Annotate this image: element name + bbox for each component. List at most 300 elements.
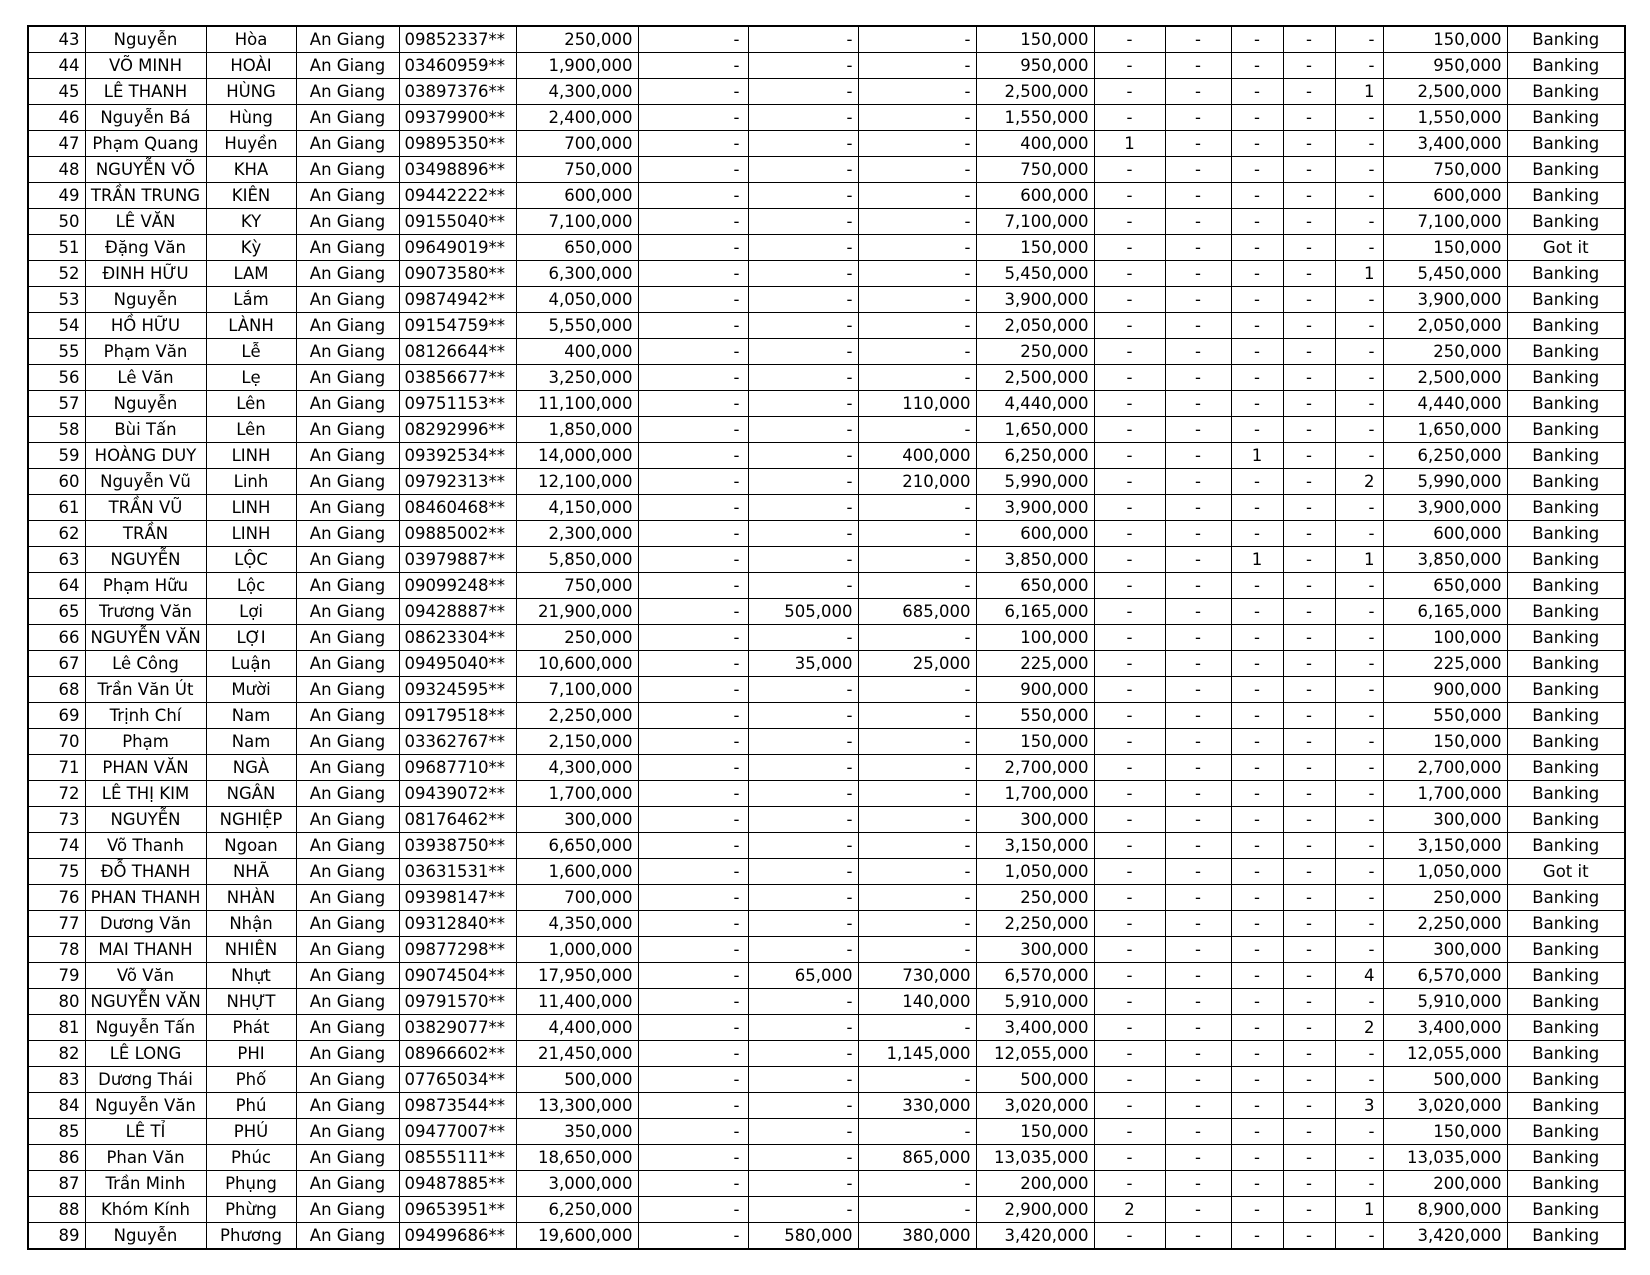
cell-count-d: - xyxy=(1283,781,1335,807)
cell-row-number: 53 xyxy=(28,287,85,313)
cell-col-b: 580,000 xyxy=(748,1223,858,1250)
cell-amount-paid: 150,000 xyxy=(976,729,1094,755)
cell-payment-method: Banking xyxy=(1507,573,1625,599)
cell-payment-method: Banking xyxy=(1507,911,1625,937)
cell-province: An Giang xyxy=(296,651,399,677)
cell-count-a: - xyxy=(1094,261,1165,287)
cell-family-name: NGUYỄN xyxy=(85,807,206,833)
cell-amount-final: 8,900,000 xyxy=(1383,1197,1507,1223)
cell-phone: 03460959** xyxy=(399,53,516,79)
cell-col-a: - xyxy=(638,989,748,1015)
cell-province: An Giang xyxy=(296,521,399,547)
cell-amount-paid: 5,910,000 xyxy=(976,989,1094,1015)
cell-amount-total: 1,850,000 xyxy=(516,417,638,443)
cell-count-c: 1 xyxy=(1231,443,1283,469)
cell-payment-method: Banking xyxy=(1507,755,1625,781)
cell-col-c: - xyxy=(858,235,976,261)
cell-count-b: - xyxy=(1165,781,1231,807)
cell-amount-total: 18,650,000 xyxy=(516,1145,638,1171)
cell-family-name: VÕ MINH xyxy=(85,53,206,79)
cell-col-b: 65,000 xyxy=(748,963,858,989)
cell-province: An Giang xyxy=(296,53,399,79)
table-row xyxy=(28,1223,1625,1250)
cell-amount-total: 21,450,000 xyxy=(516,1041,638,1067)
cell-amount-final: 250,000 xyxy=(1383,885,1507,911)
cell-amount-final: 4,440,000 xyxy=(1383,391,1507,417)
cell-province: An Giang xyxy=(296,313,399,339)
cell-col-b: - xyxy=(748,1041,858,1067)
cell-count-b: - xyxy=(1165,547,1231,573)
cell-amount-total: 500,000 xyxy=(516,1067,638,1093)
cell-payment-method: Banking xyxy=(1507,1223,1625,1250)
cell-count-c: - xyxy=(1231,79,1283,105)
cell-col-b: - xyxy=(748,677,858,703)
cell-row-number: 65 xyxy=(28,599,85,625)
cell-phone: 09751153** xyxy=(399,391,516,417)
cell-count-d: - xyxy=(1283,1223,1335,1250)
cell-family-name: Phạm xyxy=(85,729,206,755)
cell-payment-method: Banking xyxy=(1507,157,1625,183)
cell-amount-paid: 3,900,000 xyxy=(976,287,1094,313)
cell-payment-method: Banking xyxy=(1507,183,1625,209)
cell-row-number: 89 xyxy=(28,1223,85,1250)
cell-col-a: - xyxy=(638,625,748,651)
cell-family-name: LÊ LONG xyxy=(85,1041,206,1067)
cell-phone: 09791570** xyxy=(399,989,516,1015)
cell-payment-method: Banking xyxy=(1507,209,1625,235)
cell-count-c: - xyxy=(1231,105,1283,131)
cell-given-name: NHÀN xyxy=(206,885,296,911)
cell-count-c: - xyxy=(1231,339,1283,365)
cell-amount-total: 1,700,000 xyxy=(516,781,638,807)
cell-given-name: NHÃ xyxy=(206,859,296,885)
cell-family-name: NGUYỄN VÕ xyxy=(85,157,206,183)
cell-col-b: - xyxy=(748,53,858,79)
cell-payment-method: Banking xyxy=(1507,625,1625,651)
cell-phone: 08623304** xyxy=(399,625,516,651)
cell-count-c: - xyxy=(1231,365,1283,391)
cell-amount-total: 11,100,000 xyxy=(516,391,638,417)
cell-given-name: LINH xyxy=(206,521,296,547)
cell-family-name: PHAN THANH xyxy=(85,885,206,911)
spreadsheet-page xyxy=(27,25,1626,1250)
cell-col-a: - xyxy=(638,885,748,911)
cell-count-b: - xyxy=(1165,1015,1231,1041)
table-row xyxy=(28,417,1625,443)
cell-count-e: - xyxy=(1335,755,1383,781)
cell-given-name: Nam xyxy=(206,729,296,755)
cell-amount-final: 13,035,000 xyxy=(1383,1145,1507,1171)
cell-amount-paid: 500,000 xyxy=(976,1067,1094,1093)
cell-province: An Giang xyxy=(296,911,399,937)
cell-count-e: - xyxy=(1335,417,1383,443)
cell-count-b: - xyxy=(1165,53,1231,79)
cell-col-a: - xyxy=(638,209,748,235)
cell-amount-final: 150,000 xyxy=(1383,729,1507,755)
cell-given-name: Phúc xyxy=(206,1145,296,1171)
cell-count-c: - xyxy=(1231,417,1283,443)
cell-count-a: - xyxy=(1094,105,1165,131)
cell-col-a: - xyxy=(638,1119,748,1145)
cell-col-c: - xyxy=(858,417,976,443)
cell-phone: 09155040** xyxy=(399,209,516,235)
cell-payment-method: Banking xyxy=(1507,1145,1625,1171)
cell-col-b: - xyxy=(748,885,858,911)
cell-count-a: - xyxy=(1094,287,1165,313)
cell-amount-paid: 3,850,000 xyxy=(976,547,1094,573)
cell-row-number: 56 xyxy=(28,365,85,391)
cell-count-d: - xyxy=(1283,313,1335,339)
table-row xyxy=(28,989,1625,1015)
cell-col-b: - xyxy=(748,1067,858,1093)
cell-amount-paid: 4,440,000 xyxy=(976,391,1094,417)
cell-province: An Giang xyxy=(296,1145,399,1171)
cell-count-a: - xyxy=(1094,339,1165,365)
cell-province: An Giang xyxy=(296,157,399,183)
cell-row-number: 81 xyxy=(28,1015,85,1041)
cell-family-name: MAI THANH xyxy=(85,937,206,963)
cell-phone: 08460468** xyxy=(399,495,516,521)
cell-count-a: - xyxy=(1094,547,1165,573)
cell-col-b: - xyxy=(748,781,858,807)
cell-col-a: - xyxy=(638,1223,748,1250)
cell-amount-paid: 5,450,000 xyxy=(976,261,1094,287)
cell-col-c: - xyxy=(858,521,976,547)
cell-count-e: - xyxy=(1335,885,1383,911)
cell-count-d: - xyxy=(1283,677,1335,703)
cell-col-a: - xyxy=(638,339,748,365)
cell-family-name: Phạm Quang xyxy=(85,131,206,157)
cell-amount-paid: 13,035,000 xyxy=(976,1145,1094,1171)
cell-province: An Giang xyxy=(296,625,399,651)
table-row xyxy=(28,443,1625,469)
cell-count-a: - xyxy=(1094,313,1165,339)
cell-count-a: - xyxy=(1094,1015,1165,1041)
cell-amount-total: 21,900,000 xyxy=(516,599,638,625)
cell-count-c: - xyxy=(1231,313,1283,339)
cell-given-name: Mười xyxy=(206,677,296,703)
cell-count-a: - xyxy=(1094,677,1165,703)
cell-col-a: - xyxy=(638,183,748,209)
table-row xyxy=(28,391,1625,417)
cell-count-d: - xyxy=(1283,651,1335,677)
table-row xyxy=(28,53,1625,79)
cell-amount-final: 2,500,000 xyxy=(1383,365,1507,391)
cell-col-a: - xyxy=(638,157,748,183)
cell-given-name: LỘC xyxy=(206,547,296,573)
cell-given-name: Phát xyxy=(206,1015,296,1041)
cell-count-d: - xyxy=(1283,625,1335,651)
cell-count-b: - xyxy=(1165,235,1231,261)
cell-amount-total: 2,150,000 xyxy=(516,729,638,755)
table-row xyxy=(28,1041,1625,1067)
table-row xyxy=(28,313,1625,339)
cell-col-c: - xyxy=(858,703,976,729)
cell-given-name: HÙNG xyxy=(206,79,296,105)
cell-family-name: Bùi Tấn xyxy=(85,417,206,443)
cell-row-number: 71 xyxy=(28,755,85,781)
cell-count-d: - xyxy=(1283,1015,1335,1041)
cell-col-a: - xyxy=(638,1197,748,1223)
cell-count-e: - xyxy=(1335,53,1383,79)
cell-count-a: 1 xyxy=(1094,131,1165,157)
cell-col-b: 35,000 xyxy=(748,651,858,677)
cell-count-a: - xyxy=(1094,391,1165,417)
cell-family-name: ĐỖ THANH xyxy=(85,859,206,885)
cell-count-d: - xyxy=(1283,365,1335,391)
cell-count-b: - xyxy=(1165,1223,1231,1250)
cell-row-number: 48 xyxy=(28,157,85,183)
cell-col-c: - xyxy=(858,131,976,157)
cell-count-b: - xyxy=(1165,807,1231,833)
cell-row-number: 45 xyxy=(28,79,85,105)
cell-col-a: - xyxy=(638,1171,748,1197)
cell-count-b: - xyxy=(1165,703,1231,729)
cell-count-d: - xyxy=(1283,547,1335,573)
cell-amount-paid: 12,055,000 xyxy=(976,1041,1094,1067)
cell-col-b: - xyxy=(748,105,858,131)
cell-count-d: - xyxy=(1283,131,1335,157)
cell-col-b: - xyxy=(748,261,858,287)
cell-col-a: - xyxy=(638,859,748,885)
cell-row-number: 43 xyxy=(28,26,85,53)
cell-count-a: - xyxy=(1094,157,1165,183)
cell-family-name: Dương Thái xyxy=(85,1067,206,1093)
cell-count-e: 4 xyxy=(1335,963,1383,989)
cell-col-c: 865,000 xyxy=(858,1145,976,1171)
cell-count-a: - xyxy=(1094,989,1165,1015)
cell-col-a: - xyxy=(638,521,748,547)
cell-amount-final: 6,250,000 xyxy=(1383,443,1507,469)
cell-col-a: - xyxy=(638,755,748,781)
cell-col-b: - xyxy=(748,755,858,781)
cell-count-e: - xyxy=(1335,703,1383,729)
cell-amount-paid: 2,900,000 xyxy=(976,1197,1094,1223)
cell-province: An Giang xyxy=(296,703,399,729)
cell-amount-final: 650,000 xyxy=(1383,573,1507,599)
cell-given-name: Hùng xyxy=(206,105,296,131)
cell-payment-method: Banking xyxy=(1507,79,1625,105)
cell-col-b: - xyxy=(748,989,858,1015)
table-row xyxy=(28,287,1625,313)
cell-phone: 09687710** xyxy=(399,755,516,781)
table-row xyxy=(28,365,1625,391)
cell-row-number: 74 xyxy=(28,833,85,859)
cell-count-c: - xyxy=(1231,1145,1283,1171)
cell-payment-method: Banking xyxy=(1507,677,1625,703)
cell-payment-method: Banking xyxy=(1507,807,1625,833)
cell-count-a: - xyxy=(1094,599,1165,625)
cell-amount-final: 1,050,000 xyxy=(1383,859,1507,885)
cell-province: An Giang xyxy=(296,79,399,105)
cell-count-e: - xyxy=(1335,1145,1383,1171)
cell-given-name: KHA xyxy=(206,157,296,183)
cell-count-e: 3 xyxy=(1335,1093,1383,1119)
table-row xyxy=(28,677,1625,703)
table-row xyxy=(28,1197,1625,1223)
table-row xyxy=(28,625,1625,651)
table-row xyxy=(28,261,1625,287)
cell-col-b: - xyxy=(748,183,858,209)
cell-phone: 03938750** xyxy=(399,833,516,859)
cell-amount-final: 100,000 xyxy=(1383,625,1507,651)
cell-given-name: Lên xyxy=(206,417,296,443)
cell-count-d: - xyxy=(1283,937,1335,963)
cell-phone: 03979887** xyxy=(399,547,516,573)
cell-row-number: 77 xyxy=(28,911,85,937)
cell-row-number: 82 xyxy=(28,1041,85,1067)
cell-col-b: - xyxy=(748,859,858,885)
cell-given-name: Lắm xyxy=(206,287,296,313)
cell-col-a: - xyxy=(638,469,748,495)
cell-row-number: 87 xyxy=(28,1171,85,1197)
cell-count-d: - xyxy=(1283,729,1335,755)
cell-count-b: - xyxy=(1165,677,1231,703)
cell-amount-paid: 3,020,000 xyxy=(976,1093,1094,1119)
cell-row-number: 72 xyxy=(28,781,85,807)
cell-family-name: TRẦN TRUNG xyxy=(85,183,206,209)
cell-col-c: 25,000 xyxy=(858,651,976,677)
cell-province: An Giang xyxy=(296,1015,399,1041)
cell-amount-total: 4,050,000 xyxy=(516,287,638,313)
cell-amount-total: 750,000 xyxy=(516,157,638,183)
cell-phone: 09895350** xyxy=(399,131,516,157)
cell-col-a: - xyxy=(638,1067,748,1093)
cell-count-b: - xyxy=(1165,573,1231,599)
table-row xyxy=(28,729,1625,755)
cell-payment-method: Banking xyxy=(1507,53,1625,79)
cell-count-e: - xyxy=(1335,26,1383,53)
cell-family-name: Trần Văn Út xyxy=(85,677,206,703)
cell-count-d: - xyxy=(1283,287,1335,313)
cell-col-b: - xyxy=(748,729,858,755)
cell-amount-total: 750,000 xyxy=(516,573,638,599)
cell-col-c: - xyxy=(858,339,976,365)
cell-given-name: Lợi xyxy=(206,599,296,625)
cell-col-a: - xyxy=(638,79,748,105)
cell-family-name: LÊ VĂN xyxy=(85,209,206,235)
cell-count-d: - xyxy=(1283,573,1335,599)
cell-row-number: 61 xyxy=(28,495,85,521)
cell-phone: 03362767** xyxy=(399,729,516,755)
cell-row-number: 79 xyxy=(28,963,85,989)
cell-given-name: Huyền xyxy=(206,131,296,157)
cell-phone: 09392534** xyxy=(399,443,516,469)
cell-given-name: Lễ xyxy=(206,339,296,365)
cell-count-a: - xyxy=(1094,1223,1165,1250)
cell-amount-final: 3,150,000 xyxy=(1383,833,1507,859)
cell-count-c: - xyxy=(1231,781,1283,807)
cell-row-number: 44 xyxy=(28,53,85,79)
cell-given-name: Lộc xyxy=(206,573,296,599)
cell-amount-paid: 2,250,000 xyxy=(976,911,1094,937)
cell-amount-total: 400,000 xyxy=(516,339,638,365)
cell-count-b: - xyxy=(1165,963,1231,989)
cell-phone: 09099248** xyxy=(399,573,516,599)
cell-col-a: - xyxy=(638,365,748,391)
cell-count-c: - xyxy=(1231,1041,1283,1067)
cell-amount-total: 2,400,000 xyxy=(516,105,638,131)
cell-phone: 03631531** xyxy=(399,859,516,885)
cell-amount-paid: 3,420,000 xyxy=(976,1223,1094,1250)
cell-province: An Giang xyxy=(296,1223,399,1250)
cell-count-b: - xyxy=(1165,495,1231,521)
cell-amount-paid: 3,150,000 xyxy=(976,833,1094,859)
cell-province: An Giang xyxy=(296,885,399,911)
cell-amount-final: 6,570,000 xyxy=(1383,963,1507,989)
cell-col-c: - xyxy=(858,1067,976,1093)
cell-count-c: - xyxy=(1231,833,1283,859)
cell-amount-paid: 650,000 xyxy=(976,573,1094,599)
cell-count-c: - xyxy=(1231,1171,1283,1197)
cell-province: An Giang xyxy=(296,547,399,573)
cell-col-a: - xyxy=(638,235,748,261)
table-row xyxy=(28,1015,1625,1041)
cell-count-c: - xyxy=(1231,911,1283,937)
cell-row-number: 67 xyxy=(28,651,85,677)
cell-amount-paid: 150,000 xyxy=(976,235,1094,261)
cell-given-name: Ngoan xyxy=(206,833,296,859)
cell-phone: 09499686** xyxy=(399,1223,516,1250)
cell-amount-final: 3,420,000 xyxy=(1383,1223,1507,1250)
cell-family-name: Trương Văn xyxy=(85,599,206,625)
cell-amount-final: 500,000 xyxy=(1383,1067,1507,1093)
cell-count-e: - xyxy=(1335,651,1383,677)
cell-col-c: 400,000 xyxy=(858,443,976,469)
cell-family-name: NGUYỄN VĂN xyxy=(85,625,206,651)
cell-count-a: - xyxy=(1094,859,1165,885)
cell-amount-final: 5,910,000 xyxy=(1383,989,1507,1015)
cell-col-b: - xyxy=(748,131,858,157)
cell-col-c: - xyxy=(858,157,976,183)
cell-family-name: Nguyễn xyxy=(85,1223,206,1250)
cell-count-c: - xyxy=(1231,521,1283,547)
cell-count-e: - xyxy=(1335,365,1383,391)
cell-count-b: - xyxy=(1165,937,1231,963)
cell-count-d: - xyxy=(1283,209,1335,235)
cell-province: An Giang xyxy=(296,1093,399,1119)
table-row xyxy=(28,105,1625,131)
cell-count-b: - xyxy=(1165,1093,1231,1119)
table-row xyxy=(28,833,1625,859)
cell-count-e: - xyxy=(1335,1041,1383,1067)
cell-col-b: - xyxy=(748,807,858,833)
cell-phone: 09428887** xyxy=(399,599,516,625)
cell-count-b: - xyxy=(1165,79,1231,105)
cell-count-c: - xyxy=(1231,1067,1283,1093)
cell-amount-final: 2,050,000 xyxy=(1383,313,1507,339)
cell-amount-paid: 3,900,000 xyxy=(976,495,1094,521)
cell-count-a: - xyxy=(1094,1067,1165,1093)
cell-amount-total: 6,250,000 xyxy=(516,1197,638,1223)
cell-count-a: - xyxy=(1094,469,1165,495)
cell-count-b: - xyxy=(1165,599,1231,625)
cell-count-e: - xyxy=(1335,105,1383,131)
cell-count-e: - xyxy=(1335,833,1383,859)
cell-payment-method: Banking xyxy=(1507,729,1625,755)
cell-row-number: 55 xyxy=(28,339,85,365)
cell-amount-final: 150,000 xyxy=(1383,235,1507,261)
cell-payment-method: Banking xyxy=(1507,989,1625,1015)
cell-amount-final: 600,000 xyxy=(1383,521,1507,547)
cell-count-b: - xyxy=(1165,521,1231,547)
cell-count-e: 2 xyxy=(1335,469,1383,495)
cell-given-name: LAM xyxy=(206,261,296,287)
cell-family-name: LÊ TỈ xyxy=(85,1119,206,1145)
cell-amount-total: 600,000 xyxy=(516,183,638,209)
cell-given-name: Phương xyxy=(206,1223,296,1250)
cell-col-c: 730,000 xyxy=(858,963,976,989)
